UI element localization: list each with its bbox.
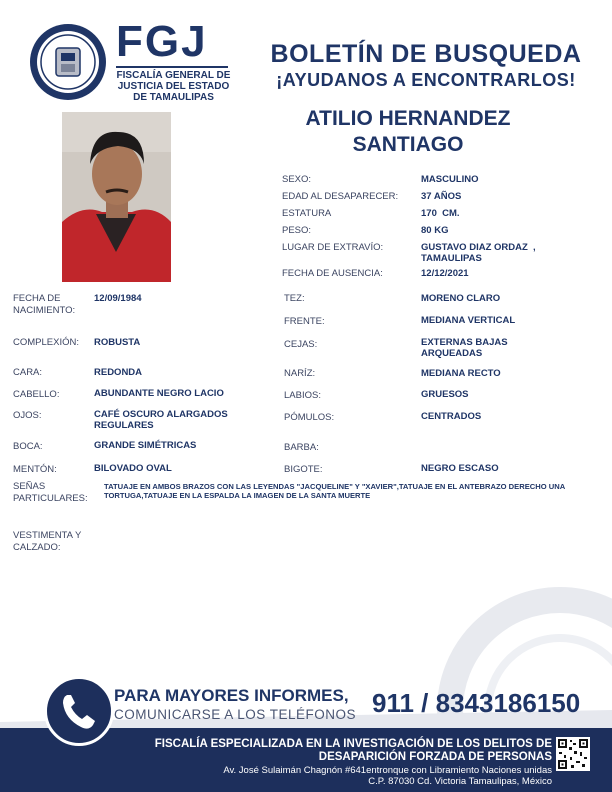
person-photo (62, 112, 171, 282)
senas-value: TATUAJE EN AMBOS BRAZOS CON LAS LEYENDAS "JACQUELINE" Y "XAVIER",TATUAJE EN EL ANTEBRAZO DERECHO UNA TORTUGA,TATUAJE EN LA ESPALDA LA IMAGEN DE LA SANTA MUERTE (104, 482, 565, 500)
peso-value: 80 KG (421, 225, 449, 236)
estatura-label: ESTATURA (282, 208, 332, 219)
more-info-heading: PARA MAYORES INFORMES, (114, 686, 349, 705)
footer-agency: FISCALÍA ESPECIALIZADA EN LA INVESTIGACIÓN DE LOS DELITOS DE DESAPARICIÓN FORZADA DE PERSONAS (154, 738, 552, 763)
senas-label: SEÑAS PARTICULARES: (13, 481, 88, 504)
footer-address: Av. José Sulaimán Chagnón #641entronque con Libramiento Naciones unidas C.P. 87030 Cd. Victoria Tamaulipas, México (223, 765, 552, 787)
vestimenta-label: VESTIMENTA Y CALZADO: (13, 530, 82, 553)
bigote-label: BIGOTE: (284, 464, 323, 475)
sexo-label: SEXO: (282, 174, 312, 185)
labios-value: GRUESOS (421, 389, 469, 400)
frente-value: MEDIANA VERTICAL (421, 315, 516, 326)
cabello-label: CABELLO: (13, 389, 60, 400)
sexo-value: MASCULINO (421, 174, 479, 185)
nacimiento-label: FECHA DE NACIMIENTO: (13, 293, 76, 316)
lugar-value-2: TAMAULIPAS (421, 253, 482, 264)
edad-value: 37 AÑOS (421, 191, 462, 202)
boca-label: BOCA: (13, 441, 43, 452)
cejas-value: EXTERNAS BAJAS ARQUEADAS (421, 337, 508, 359)
peso-label: PESO: (282, 225, 312, 236)
frente-label: FRENTE: (284, 316, 325, 327)
nariz-label: NARÍZ: (284, 368, 316, 379)
bigote-value: NEGRO ESCASO (421, 463, 499, 474)
cabello-value: ABUNDANTE NEGRO LACIO (94, 388, 224, 399)
boca-value: GRANDE SIMÉTRICAS (94, 440, 197, 451)
edad-label: EDAD AL DESAPARECER: (282, 191, 399, 202)
lugar-value: GUSTAVO DIAZ ORDAZ , (421, 242, 536, 253)
complexion-value: ROBUSTA (94, 337, 141, 348)
tez-label: TEZ: (284, 293, 305, 304)
tez-value: MORENO CLARO (421, 293, 501, 304)
cara-label: CARA: (13, 367, 43, 378)
menton-label: MENTÓN: (13, 464, 57, 475)
fecha-ausencia-value: 12/12/2021 (421, 268, 469, 279)
pomulos-label: PÓMULOS: (284, 412, 335, 423)
org-name: FISCALÍA GENERAL DE JUSTICIA DEL ESTADO DE TAMAULIPAS (116, 70, 231, 103)
fecha-ausencia-label: FECHA DE AUSENCIA: (282, 268, 383, 279)
menton-value: BILOVADO OVAL (94, 463, 172, 474)
brand-logo-text: FGJ (116, 17, 208, 66)
nacimiento-value: 12/09/1984 (94, 293, 142, 304)
pomulos-value: CENTRADOS (421, 411, 482, 422)
ojos-label: OJOS: (13, 410, 42, 421)
barba-label: BARBA: (284, 442, 319, 453)
phone-number: 911 / 8343186150 (372, 688, 581, 718)
qr-code-icon (556, 737, 590, 771)
bulletin-title: BOLETÍN DE BUSQUEDA (270, 40, 582, 68)
bulletin-subtitle: ¡AYUDANOS A ENCONTRARLOS! (276, 70, 576, 90)
more-info-subheading: COMUNICARSE A LOS TELÉFONOS (114, 707, 357, 722)
brand-underline (116, 66, 228, 68)
person-name: ATILIO HERNANDEZ SANTIAGO (305, 107, 511, 156)
estatura-value: 170 CM. (421, 208, 460, 219)
cejas-label: CEJAS: (284, 339, 318, 350)
nariz-value: MEDIANA RECTO (421, 368, 501, 379)
phone-icon (44, 676, 114, 746)
labios-label: LABIOS: (284, 390, 321, 401)
lugar-label: LUGAR DE EXTRAVÍO: (282, 242, 384, 253)
fgj-seal-icon (28, 22, 108, 102)
cara-value: REDONDA (94, 367, 143, 378)
complexion-label: COMPLEXIÓN: (13, 337, 79, 348)
ojos-value: CAFÉ OSCURO ALARGADOS REGULARES (94, 409, 228, 431)
